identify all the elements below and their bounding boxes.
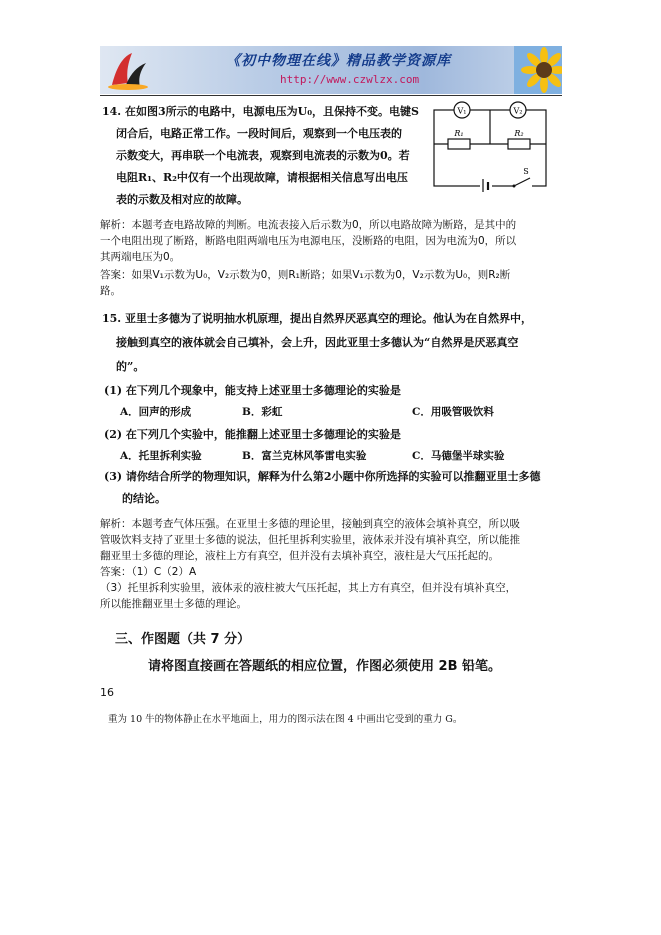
q15-sub2-option-c: C．马德堡半球实验 bbox=[412, 450, 505, 462]
a15-answer-3: 所以能推翻亚里士多德的理论。 bbox=[100, 598, 247, 610]
voltmeter-v1 bbox=[454, 102, 470, 118]
a14-analysis-3: 其两端电压为0。 bbox=[100, 251, 181, 263]
q16-number: 16 bbox=[100, 686, 114, 699]
q15-sub1-option-a: A．回声的形成 bbox=[120, 406, 192, 418]
q14-line-3: 示数变大，再串联一个电流表，观察到电流表的示数为0。若 bbox=[116, 149, 410, 162]
logo-icon bbox=[106, 49, 150, 91]
v1-label: V₁ bbox=[457, 106, 467, 116]
banner-url[interactable]: http://www.czwlzx.com bbox=[280, 73, 420, 86]
q15-stem-3: 的”。 bbox=[116, 360, 145, 373]
r2-label: R₂ bbox=[514, 129, 524, 138]
a15-answer-2: （3）托里拆利实验里，液体汞的液柱被大气压托起，其上方有真空，但并没有填补真空， bbox=[100, 582, 517, 594]
q15-sub2-option-a: A．托里拆利实验 bbox=[120, 450, 202, 462]
section-instruction: 请将图直接画在答题纸的相应位置，作图必须使用 2B 铅笔。 bbox=[148, 659, 502, 674]
q14-line-1: 14. 在如图3所示的电路中，电源电压为U₀，且保持不变。电键S bbox=[102, 105, 419, 118]
q15-sub2: (2) 在下列几个实验中，能推翻上述亚里士多德理论的实验是 bbox=[104, 428, 401, 441]
a15-analysis-3: 翻亚里士多德的理论，液柱上方有真空，但并没有去填补真空，液柱是大气压托起的。 bbox=[100, 550, 499, 562]
q15-sub1: (1) 在下列几个现象中，能支持上述亚里士多德理论的实验是 bbox=[104, 384, 401, 397]
q14-line-4: 电阻R₁、R₂中仅有一个出现故障，请根据相关信息写出电压 bbox=[116, 171, 408, 184]
header-banner bbox=[100, 46, 562, 94]
a15-answer-1: 答案：（1）C（2）A bbox=[100, 566, 197, 578]
a15-analysis-1: 解析：本题考查气体压强。在亚里士多德的理论里，接触到真空的液体会填补真空，所以吸 bbox=[100, 518, 520, 530]
q15-sub3-1: (3) 请你结合所学的物理知识，解释为什么第2小题中你所选择的实验可以推翻亚里士多德 bbox=[104, 470, 541, 483]
voltmeter-v2 bbox=[510, 102, 526, 118]
q15-stem-2: 接触到真空的液体就会自己填补，会上升，因此亚里士多德认为“自然界是厌恶真空 bbox=[116, 336, 519, 349]
v2-label: V₂ bbox=[513, 106, 523, 116]
a14-answer-2: 路。 bbox=[100, 285, 121, 297]
q16-text: 重为 10 牛的物体静止在水平地面上，用力的图示法在图 4 中画出它受到的重力 G。 bbox=[108, 714, 463, 725]
r1-label: R₁ bbox=[454, 129, 464, 138]
q15-sub1-option-c: C．用吸管吸饮料 bbox=[412, 406, 494, 418]
header-rule bbox=[100, 95, 562, 96]
a14-answer-1: 答案：如果V₁示数为U₀，V₂示数为0，则R₁断路；如果V₁示数为0，V₂示数为U₀，则R₂断 bbox=[100, 269, 511, 281]
a14-analysis-1: 解析：本题考查电路故障的判断。电流表接入后示数为0，所以电路故障为断路，是其中的 bbox=[100, 219, 517, 231]
q14-line-2: 闭合后，电路正常工作。一段时间后，观察到一个电压表的 bbox=[116, 127, 402, 140]
q15-sub3-2: 的结论。 bbox=[122, 492, 166, 505]
sunflower-icon bbox=[514, 46, 562, 94]
a14-analysis-2: 一个电阻出现了断路，断路电阻两端电压为电源电压，没断路的电阻，因为电流为0，所以 bbox=[100, 235, 517, 247]
s-label: S bbox=[523, 167, 529, 176]
q15-sub1-option-b: B．彩虹 bbox=[242, 406, 283, 418]
a15-analysis-2: 管吸饮料支持了亚里士多德的说法，但托里拆利实验里，液体汞并没有填补真空，所以能推 bbox=[100, 534, 520, 546]
q14-line-5: 表的示数及相对应的故障。 bbox=[116, 193, 248, 206]
banner-title: 《初中物理在线》精品教学资源库 bbox=[226, 53, 451, 69]
q15-sub2-option-b: B．富兰克林风筝雷电实验 bbox=[242, 450, 367, 462]
section-title: 三、作图题（共 7 分） bbox=[115, 632, 251, 647]
circuit-diagram bbox=[430, 100, 550, 192]
q15-stem-1: 15. 亚里士多德为了说明抽水机原理，提出自然界厌恶真空的理论。他认为在自然界中， bbox=[102, 312, 532, 325]
